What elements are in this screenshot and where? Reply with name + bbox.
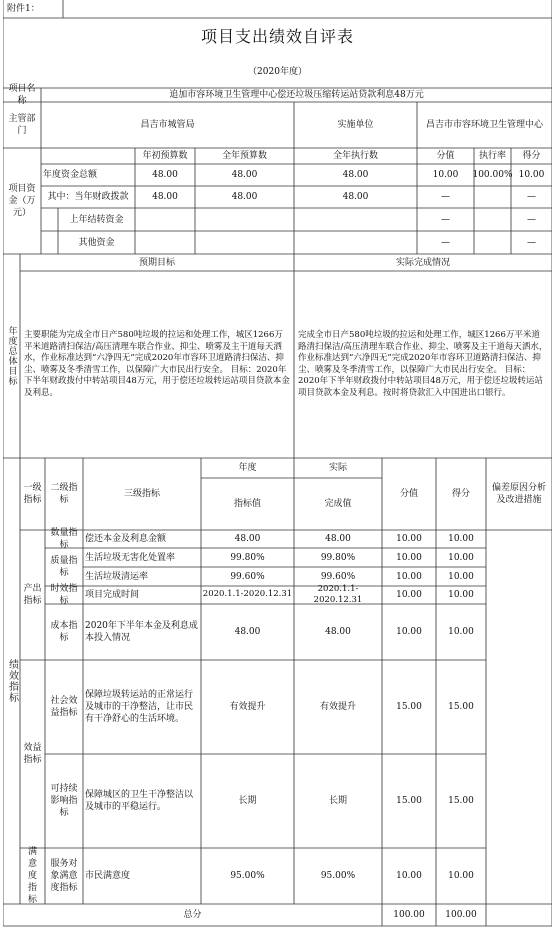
indicator-score: 10.00	[448, 627, 474, 637]
indicator-score-value: 10.00	[396, 552, 422, 563]
funds-cell: —	[441, 214, 450, 225]
indicator-score-value: 10.00	[396, 534, 422, 544]
indicator-actual: 99.60%	[320, 571, 356, 582]
indicator-score: 10.00	[448, 871, 474, 881]
indicator-score: 10.00	[448, 571, 474, 582]
attachment-label: 附件1：	[7, 4, 40, 14]
indicator-level3: 生活垃圾无害化处置率	[85, 552, 176, 563]
indicator-actual: 99.80%	[320, 552, 356, 563]
indicator-score-value: 10.00	[396, 590, 422, 600]
indicator-actual: 有效提升	[319, 702, 356, 712]
funds-cell: —	[527, 192, 536, 202]
group-benefit-label: 效益指标	[23, 743, 42, 765]
indicator-level3: 生活垃圾清运率	[85, 571, 149, 582]
perf-header-done: 完成值	[324, 499, 352, 509]
indicator-level3: 市民满意度	[85, 871, 131, 881]
indicator-level2: 可持续影响指标	[50, 784, 78, 818]
perf-header-level2: 二级指标	[50, 483, 78, 505]
funds-row-label: 其中：当年财政拨款	[47, 192, 129, 202]
goals-label: 年度总体目标	[6, 326, 17, 386]
indicator-level3: 项目完成时间	[85, 590, 140, 600]
funds-col-score: 得分	[522, 151, 541, 161]
funds-cell: 48.00	[152, 192, 178, 202]
indicator-actual: 长期	[328, 796, 347, 806]
impl-label: 实施单位	[337, 120, 374, 130]
indicator-level2: 成本指标	[50, 621, 78, 643]
indicator-actual: 95.00%	[320, 871, 356, 881]
funds-cell: —	[441, 237, 450, 248]
indicator-score-value: 10.00	[396, 627, 422, 637]
indicator-score-value: 10.00	[396, 571, 422, 582]
indicator-target: 有效提升	[229, 702, 266, 712]
indicator-score: 10.00	[448, 552, 474, 563]
impl-value: 昌吉市市容环境卫生管理中心	[425, 120, 543, 130]
indicator-score-value: 15.00	[396, 796, 422, 806]
funds-cell: 48.00	[231, 192, 258, 202]
funds-col-initial: 年初预算数	[142, 151, 188, 161]
perf-header-target: 指标值	[233, 499, 261, 509]
indicator-level2: 社会效益指标	[50, 696, 78, 718]
funds-cell: 48.00	[342, 192, 369, 202]
indicator-level3: 保障垃圾转运站的正常运行及城市的干净整洁，让市民有干净舒心的生活环境。	[85, 690, 194, 724]
indicator-score: 10.00	[448, 590, 474, 600]
perf-header-score: 得分	[451, 489, 470, 499]
funds-cell: 48.00	[231, 170, 258, 180]
indicator-level3: 偿还本金及利息金额	[85, 534, 167, 544]
funds-cell: 100.00%	[472, 170, 513, 180]
actual-goal-label: 实际完成情况	[395, 257, 450, 268]
perf-header-level3: 三级指标	[123, 489, 160, 499]
perf-header-level1: 一级指标	[23, 483, 42, 505]
indicator-level3: 保障城区的卫生干净整洁以及城市的平稳运行。	[85, 790, 194, 812]
group-satisfaction-label: 满意度指标	[27, 847, 37, 905]
indicator-level2: 服务对象满意度指标	[50, 859, 78, 893]
indicator-level2: 数量指标	[50, 528, 78, 550]
funds-row-label: 年度资金总额	[43, 170, 98, 180]
funds-cell: 48.00	[342, 170, 369, 180]
funds-cell: —	[527, 237, 536, 248]
perf-header-deviation: 偏差原因分析及改进措施	[492, 483, 547, 505]
funds-row-label: 其他资金	[78, 237, 115, 248]
self-evaluation-form	[3, 0, 552, 940]
indicator-score: 15.00	[448, 796, 474, 806]
funds-col-score-value: 分值	[436, 151, 455, 161]
total-score-value: 100.00	[393, 910, 425, 920]
indicator-score: 10.00	[448, 534, 474, 544]
perf-header-score-value: 分值	[399, 489, 418, 499]
indicator-level3: 2020年下半年本金及利息成本投入情况	[85, 621, 198, 643]
indicator-target: 48.00	[234, 627, 261, 637]
page-title: 项目支出绩效自评表	[200, 27, 354, 46]
indicator-target: 2020.1.1-2020.12.31	[202, 589, 293, 600]
funds-row-label: 上年结转资金	[69, 214, 124, 225]
total-label: 总分	[183, 910, 202, 920]
perf-header-actual: 实际	[328, 463, 347, 473]
funds-col-rate: 执行率	[478, 151, 506, 161]
group-output-label: 产出指标	[23, 584, 42, 606]
funds-col-annual: 全年预算数	[221, 151, 267, 161]
indicator-actual: 48.00	[325, 534, 351, 544]
project-name-label: 项目名称	[8, 84, 36, 106]
expected-goal-label: 预期目标	[138, 257, 175, 268]
indicator-score-value: 10.00	[396, 871, 422, 881]
indicator-actual: 48.00	[325, 627, 351, 637]
total-score: 100.00	[445, 910, 477, 920]
perf-label-cell	[3, 458, 20, 904]
indicator-target: 99.60%	[230, 571, 265, 582]
indicator-score-value: 15.00	[396, 702, 422, 712]
indicator-target: 长期	[238, 796, 257, 806]
funds-cell: —	[441, 192, 450, 202]
indicator-actual: 2020.1.1-2020.12.31	[313, 583, 363, 605]
funds-col-executed: 全年执行数	[332, 151, 378, 161]
expected-goal-text: 主要职能为完成全市日产580吨垃圾的拉运和处理工作，城区1266万平米道路清扫保洁/高压清理车联合作业、抑尘、喷雾及主干道每天洒水，作业标准达到“六净四无”完成2020年市容环卫道路清扫保洁、抑尘、喷雾及冬季清雪工作，以保障广大市民出行安全。 目标：2020年下半年财政拨付中转站项目48万元，用于偿还垃圾转运站项目贷款本金及利息。	[24, 330, 290, 398]
indicator-target: 95.00%	[230, 871, 265, 881]
indicator-target: 99.80%	[230, 552, 265, 563]
dept-label: 主管部门	[8, 114, 36, 136]
funds-cell	[474, 186, 511, 208]
report-year: （2020年度）	[248, 67, 307, 77]
funds-cell: —	[527, 214, 536, 225]
perf-label: 绩效指标	[6, 659, 18, 703]
indicator-level2: 时效指标	[50, 584, 78, 606]
dept-value: 昌吉市城管局	[140, 120, 195, 130]
indicator-level2: 质量指标	[50, 556, 78, 578]
funds-label: 项目资金（万元）	[8, 184, 36, 218]
funds-cell: 10.00	[518, 170, 545, 180]
actual-goal-text: 完成全市日产580吨垃圾的拉运和处理工作，城区1266万平米道路清扫保洁/高压清理车联合作业、抑尘、喷雾及主干道每天洒水，作业标准达到“六净四无”完成2020年市容环卫道路清扫保洁、抑尘、喷雾及冬季清雪工作，以保障广大市民出行安全。 目标：2020年下半年财政拨付中转站项目48万元，用于偿还垃圾转运站项目贷款本金及利息。按时将贷款汇入中国进出口银行。	[298, 330, 548, 398]
perf-header-annual: 年度	[238, 463, 257, 473]
project-name: 追加市容环境卫生管理中心偿还垃圾压缩转运站贷款利息48万元	[169, 90, 424, 100]
funds-cell: 10.00	[432, 170, 459, 180]
funds-cell: 48.00	[152, 170, 178, 180]
indicator-score: 15.00	[448, 702, 474, 712]
indicator-target: 48.00	[234, 534, 261, 544]
